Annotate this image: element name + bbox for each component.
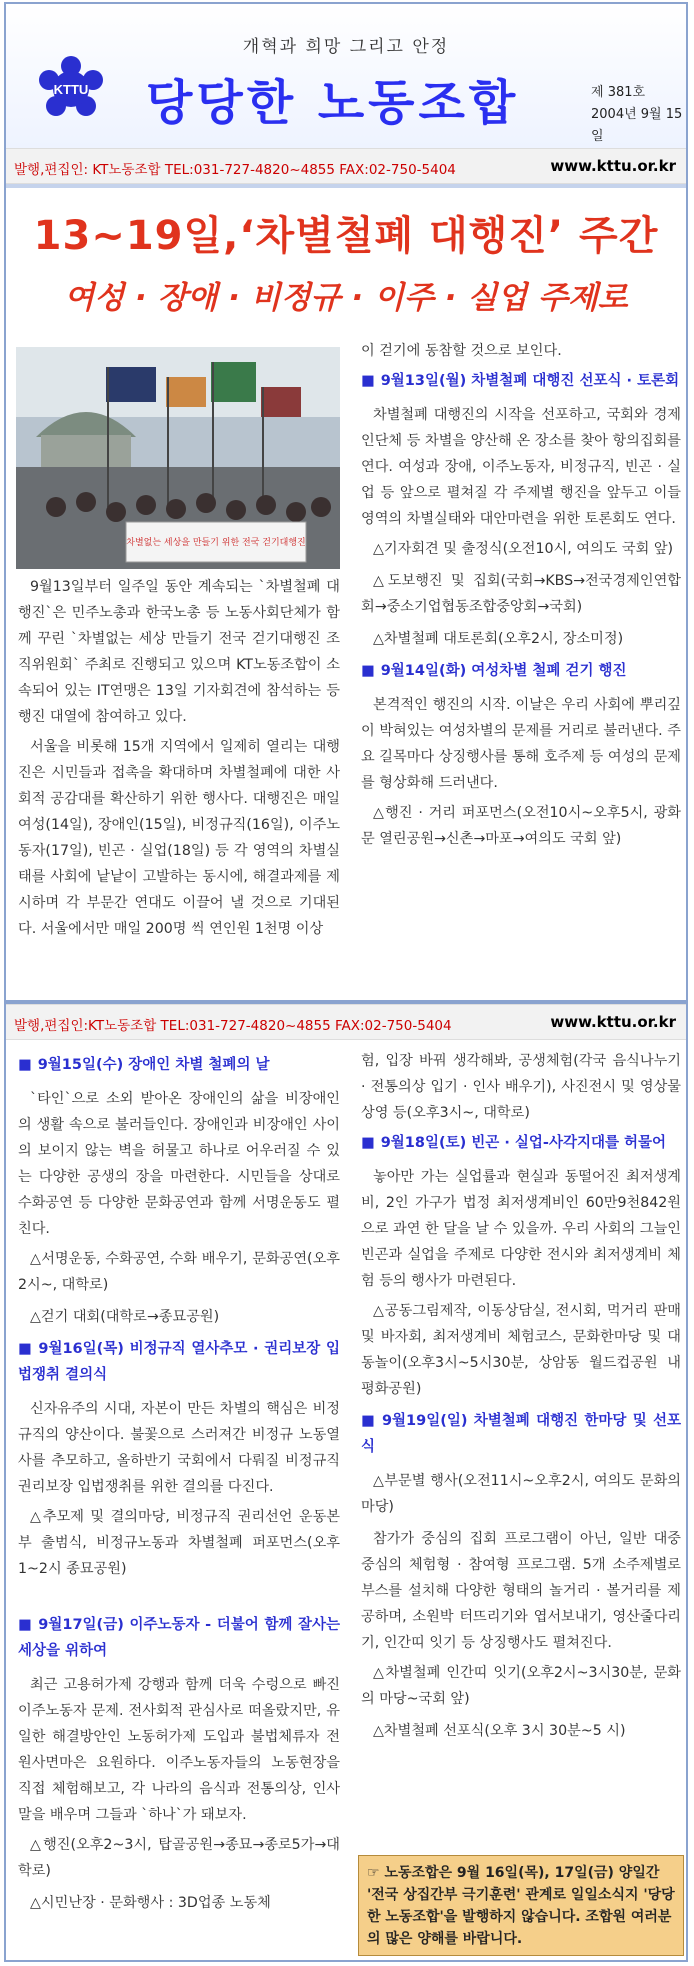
section-heading: ■ 9월15일(수) 장애인 차별 철폐의 날 <box>18 1057 270 1073</box>
left-column <box>18 1048 340 1922</box>
paragraph: 최근 고용허가제 강행과 함께 더욱 수렁으로 빠진 이주노동자 문제. 전사회적 관심사로 떠올랐지만, 유일한 해결방안인 노동허가제 도입과 불법체류자 전원사면마은 요원하다. 이주노동자들의 노동현장을 직접 체험해보고, 각 나라의 음식과 전통의상, 인사말을 배우며 그들과 `하나`가 돼보자. <box>18 1677 340 1823</box>
paragraph: 신자유주의 시대, 자본이 만든 차별의 핵심은 비정규직의 양산이다. 불꽃으로 스러져간 비정규 노동열사를 추모하고, 올하반기 국회에서 다뤄질 비정규직 권리보장 입법쟁취를 위한 결의를 다진다. <box>18 1401 340 1495</box>
schedule-item: △서명운동, 수화공연, 수화 배우기, 문화공연(오후2시~, 대학로) <box>18 1251 340 1293</box>
publisher-info: 발행,편집인: KT노동조합 TEL:031-727-4820~4855 FAX:02-750-5404 <box>14 162 456 178</box>
publisher-bar <box>6 148 686 184</box>
schedule-item: △걷기 대회(대학로→종묘공원) <box>30 1309 220 1325</box>
publisher-bar <box>6 1004 686 1040</box>
schedule-item: △부문별 행사(오전11시~오후2시, 여의도 문화의 마당) <box>361 1473 681 1515</box>
paragraph: 참가가 중심의 집회 프로그램이 아닌, 일반 대중 중심의 체험형 · 참여형 프로그램. 5개 소주제별로 부스를 설치해 다양한 형태의 놀거리 · 볼거리를 제공하며, 소원박 터뜨리기와 엽서보내기, 영산줄다리기, 인간띠 잇기 등 상징행사도 펼쳐진다. <box>361 1531 681 1651</box>
schedule-item: △공동그림제작, 이동상담실, 전시회, 먹거리 판매 및 바자회, 최저생계비 체험코스, 문화한마당 및 대동놀이(오후3시~5시30분, 상암동 월드컵공원 내 평화공원) <box>361 1303 681 1397</box>
schedule-item: △도보행진 및 집회(국회→KBS→전국경제인연합회→중소기업협동조합중앙회→국회) <box>361 573 681 615</box>
schedule-item: △차별철폐 대토론회(오후2시, 장소미정) <box>373 631 624 647</box>
section-heading: ■ 9월18일(토) 빈곤 · 실업-사각지대를 허물어 <box>361 1135 667 1151</box>
paragraph: `타인`으로 소외 받아온 장애인의 삶을 비장애인의 생활 속으로 불러들인다. 장애인과 비장애인 사이의 보이지 않는 벽을 허물고 하나로 어우러질 수 있는 다양한 공생의 장을 마련한다. 시민들을 상대로 수화공연 등 다양한 문화공연과 함께 서명운동도 펼친다. <box>18 1091 340 1237</box>
pointing-hand-icon: ☞ <box>367 1865 380 1881</box>
section-heading: ■ 9월16일(목) 비정규직 열사추모 · 권리보장 입법쟁취 결의식 <box>18 1341 340 1383</box>
masthead <box>6 4 686 148</box>
right-column <box>361 1048 681 1750</box>
subheadline: 여성 · 장애 · 비정규 · 이주 · 실업 주제로 <box>64 280 628 316</box>
schedule-item: △차별철폐 선포식(오후 3시 30분~5 시) <box>373 1723 626 1739</box>
publisher-info: 발행,편집인:KT노동조합 TEL:031-727-4820~4855 FAX:02-750-5404 <box>14 1018 452 1034</box>
divider <box>6 184 686 188</box>
website-link[interactable]: www.kttu.or.kr <box>550 1013 676 1031</box>
paragraph: 9월13일부터 일주일 동안 계속되는 `차별철폐 대행진`은 민주노총과 한국노총 등 노동사회단체가 함께 꾸린 `차별없는 세상 만들기 전국 걷기대행진 조직위원회` 주최로 진행되고 있으며 KT노동조합이 소속되어 있는 IT연맹은 13일 기자회견에 참석하는 등 행진 대열에 참여하고 있다. <box>18 579 340 725</box>
schedule-item: △차별철폐 인간띠 잇기(오후2시~3시30분, 문화의 마당~국회 앞) <box>361 1665 681 1707</box>
schedule-item: △행진 · 거리 퍼포먼스(오전10시~오후5시, 광화문 열린공원→신촌→마포→여의도 국회 앞) <box>361 805 681 847</box>
section-heading: ■ 9월17일(금) 이주노동자 - 더불어 함께 잘사는 세상을 위하여 <box>18 1617 341 1659</box>
section-heading: ■ 9월13일(월) 차별철폐 대행진 선포식 · 토론회 <box>361 373 680 389</box>
paragraph: 서울을 비롯해 15개 지역에서 일제히 열리는 대행진은 시민들과 접촉을 확대하며 차별철폐에 대한 사회적 공감대를 확산하기 위한 행사다. 대행진은 매일 여성(14일), 장애인(15일), 비정규직(16일), 이주노동자(17일), 빈곤 · 실업(18일) 등 각 영역의 차별실태를 사회에 낱낱이 고발하는 동시에, 해결과제를 제시하며 각 부문간 연대도 이끌어 낼 것으로 기대된다. 서울에서만 매일 200명 씩 연인원 1천명 이상 <box>18 739 340 937</box>
schedule-item: △추모제 및 결의마당, 비정규직 권리선언 운동본부 출범식, 비정규노동과 차별철폐 퍼포먼스(오후1~2시 종묘공원) <box>18 1509 340 1577</box>
slogan: 개혁과 희망 그리고 안정 <box>242 37 450 57</box>
paragraph: 본격적인 행진의 시작. 이날은 우리 사회에 뿌리깊이 박혀있는 여성차별의 문제를 거리로 불러낸다. 주요 길목마다 상징행사를 통해 호주제 등 여성의 문제를 형상화해 드러낸다. <box>361 697 681 791</box>
march-photo <box>16 347 340 569</box>
paragraph: 험, 입장 바꿔 생각해봐, 공생체험(각국 음식나누기 · 전통의상 입기 · 인사 배우기), 사진전시 및 영상물 상영 등(오후3시~, 대학로) <box>361 1053 681 1121</box>
issue-info <box>591 82 686 148</box>
back-page-panel <box>4 1002 688 1962</box>
notice-box <box>358 1855 684 1956</box>
section-heading: ■ 9월19일(일) 차별철폐 대행진 한마당 및 선포식 <box>361 1413 681 1455</box>
logo-text: KTTU <box>53 82 89 97</box>
website-link[interactable]: www.kttu.or.kr <box>550 157 676 175</box>
paragraph: 놓아만 가는 실업률과 현실과 동떨어진 최저생계비, 2인 가구가 법정 최저생계비인 60만9천842원으로 과연 한 달을 날 수 있을까. 우리 사회의 그늘인 빈곤과 실업을 주제로 다양한 전시와 최저생계비 체험 등의 행사가 마련된다. <box>361 1169 681 1289</box>
banner-text: 차별없는 세상을 만들기 위한 전국 걷기대행진 <box>126 538 306 548</box>
issue-date: 2004년 9월 15일 <box>591 107 683 144</box>
schedule-item: △행진(오후2~3시, 탑골공원→종묘→종로5가→대학로) <box>18 1837 340 1879</box>
notice-text: 노동조합은 9월 16일(목), 17일(금) 양일간 '전국 상집간부 극기훈련' 관계로 일일소식지 '당당한 노동조합'을 발행하지 않습니다. 조합원 여러분의 많은 양해를 바랍니다. <box>367 1865 675 1947</box>
section-heading: ■ 9월14일(화) 여성차별 철폐 걷기 행진 <box>361 663 627 679</box>
schedule-item: △기자회견 및 출정식(오전10시, 여의도 국회 앞) <box>373 541 674 557</box>
left-column <box>18 574 340 946</box>
paragraph: 이 걷기에 동참할 것으로 보인다. <box>361 343 562 359</box>
paragraph: 차별철폐 대행진의 시작을 선포하고, 국회와 경제인단체 등 차별을 양산해 온 장소를 찾아 항의집회를 연다. 여성과 장애, 이주노동자, 비정규직, 빈곤 · 실업 등 앞으로 펼쳐질 각 주제별 행진을 앞두고 이들 영역의 차별실태와 대안마련을 위한 토론회도 연다. <box>361 407 681 527</box>
schedule-item: △시민난장 · 문화행사 : 3D업종 노동체 <box>30 1895 271 1911</box>
newsletter-title: 당당한 노동조합 <box>146 75 520 131</box>
issue-number: 제 381호 <box>591 85 646 100</box>
headline: 13~19일,‘차별철폐 대행진’ 주간 <box>33 213 659 259</box>
kttu-logo-icon <box>36 54 106 124</box>
right-column <box>361 338 681 858</box>
front-page-panel <box>4 2 688 1002</box>
